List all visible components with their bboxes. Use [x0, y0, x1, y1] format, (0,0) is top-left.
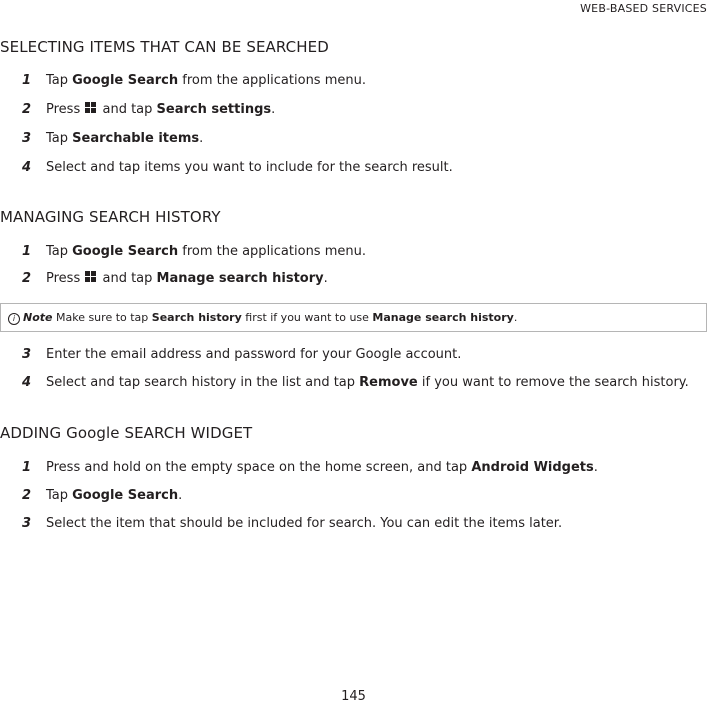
menu-key-icon: [85, 271, 97, 283]
step-number: 2: [22, 271, 32, 286]
step-text: Tap Searchable items.: [46, 131, 204, 146]
step-text: Tap Google Search.: [46, 488, 183, 503]
page-number: 145: [341, 689, 366, 704]
step-text: Select and tap items you want to include for the search result.: [46, 160, 453, 175]
step-text: Select the item that should be included for search. You can edit the items later.: [46, 516, 563, 531]
step-number: 3: [22, 131, 32, 146]
step-number: 2: [22, 102, 32, 117]
step-text: Press and hold on the empty space on the home screen, and tap Android Widgets.: [46, 460, 598, 475]
note-text: i Note Make sure to tap Search history first if you want to use Manage search history.: [8, 311, 517, 325]
step-number: 1: [22, 73, 32, 88]
step-text: Select and tap search history in the list and tap Remove if you want to remove the search history.: [46, 375, 689, 390]
section-title-selecting-items: SELECTING ITEMS THAT CAN BE SEARCHED: [0, 38, 329, 56]
section-title-adding-widget: ADDING Google SEARCH WIDGET: [0, 424, 253, 442]
info-icon: i: [8, 313, 20, 325]
menu-key-icon: [85, 102, 97, 114]
step-number: 2: [22, 488, 32, 503]
step-number: 3: [22, 347, 32, 362]
step-number: 1: [22, 244, 32, 259]
step-number: 4: [22, 160, 32, 175]
step-text: Tap Google Search from the applications menu.: [46, 244, 366, 259]
step-number: 3: [22, 516, 32, 531]
step-text: Enter the email address and password for your Google account.: [46, 347, 462, 362]
note-box: [0, 303, 707, 332]
step-text: Press and tap Manage search history.: [46, 271, 328, 286]
running-header: WEB-BASED SERVICES: [580, 2, 707, 15]
step-text: Press and tap Search settings.: [46, 102, 276, 117]
step-number: 4: [22, 375, 32, 390]
section-title-managing-history: MANAGING SEARCH HISTORY: [0, 208, 221, 226]
step-text: Tap Google Search from the applications menu.: [46, 73, 366, 88]
step-number: 1: [22, 460, 32, 475]
